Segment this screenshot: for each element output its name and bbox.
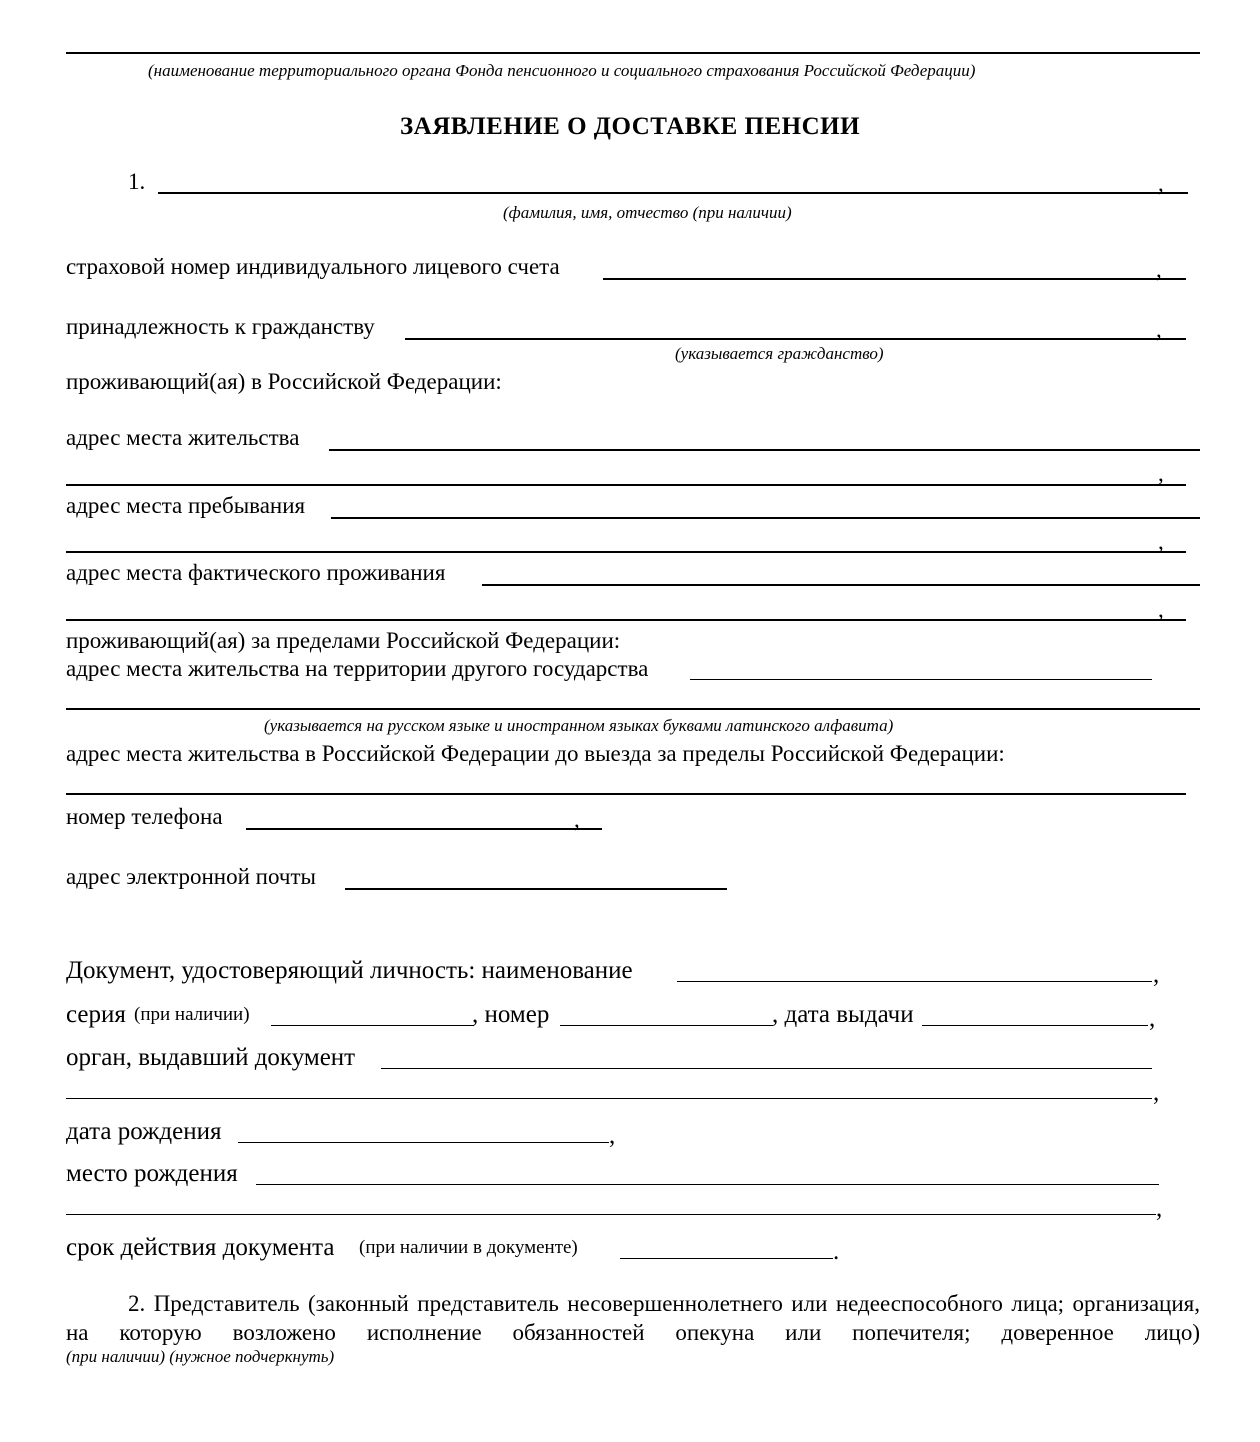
citizenship-comma: , bbox=[1156, 317, 1162, 342]
phone-label: номер телефона bbox=[66, 804, 223, 829]
issuer-label: орган, выдавший документ bbox=[66, 1044, 356, 1071]
section2-note: (при наличии) (нужное подчеркнуть) bbox=[66, 1347, 335, 1366]
issuer-comma: , bbox=[1153, 1079, 1160, 1106]
birth-date-label: дата рождения bbox=[66, 1118, 222, 1145]
id-doc-comma: , bbox=[1153, 961, 1160, 988]
id-doc-line[interactable] bbox=[677, 981, 1152, 982]
birth-date-comma: , bbox=[609, 1122, 616, 1149]
foreign-address-line-1[interactable] bbox=[690, 679, 1152, 680]
birth-date-line[interactable] bbox=[238, 1142, 609, 1143]
stay-comma: , bbox=[1158, 529, 1164, 554]
citizenship-caption: (указывается гражданство) bbox=[675, 344, 884, 363]
issue-date-comma: , bbox=[1149, 1005, 1156, 1032]
snils-comma: , bbox=[1156, 257, 1162, 282]
rf-before-leaving-line[interactable] bbox=[66, 793, 1186, 795]
stay-label: адрес места пребывания bbox=[66, 493, 306, 518]
birth-place-line-2[interactable] bbox=[66, 1214, 1156, 1215]
rf-before-leaving-label: адрес места жительства в Российской Федерации до выезда за пределы Российской Федерации: bbox=[66, 741, 1005, 766]
residence-comma: , bbox=[1158, 461, 1164, 486]
citizenship-label: принадлежность к гражданству bbox=[66, 314, 375, 339]
issuer-line-1[interactable] bbox=[381, 1068, 1152, 1069]
snils-label: страховой номер индивидуального лицевого счета bbox=[66, 254, 560, 279]
residence-label: адрес места жительства bbox=[66, 425, 300, 450]
id-doc-label: Документ, удостоверяющий личность: наименование bbox=[66, 957, 633, 984]
email-label: адрес электронной почты bbox=[66, 864, 316, 889]
validity-period: . bbox=[833, 1238, 840, 1265]
foreign-address-line-2[interactable] bbox=[66, 708, 1200, 710]
issue-date-label: , дата выдачи bbox=[772, 1001, 914, 1028]
phone-comma: , bbox=[574, 807, 580, 832]
phone-line[interactable] bbox=[246, 828, 602, 830]
page-title: ЗАЯВЛЕНИЕ О ДОСТАВКЕ ПЕНСИИ bbox=[399, 113, 861, 140]
residence-line-1[interactable] bbox=[329, 449, 1200, 451]
section1-number: 1. bbox=[128, 169, 146, 194]
birth-place-label: место рождения bbox=[66, 1160, 238, 1187]
residence-line-2[interactable] bbox=[66, 484, 1186, 486]
fio-comma: , bbox=[1158, 171, 1164, 196]
resident-rf-label: проживающий(ая) в Российской Федерации: bbox=[66, 369, 502, 394]
series-line[interactable] bbox=[271, 1025, 474, 1026]
number-label: , номер bbox=[472, 1001, 550, 1028]
snils-line[interactable] bbox=[603, 278, 1186, 280]
actual-comma: , bbox=[1158, 597, 1164, 622]
birth-place-comma: , bbox=[1156, 1195, 1163, 1222]
section2-text-content: 2. Представитель (законный представитель несовершеннолетнего или недееспособного лица; организация, на которую возложено исполнение обязанностей опекуна или попечителя; доверенное лицо) bbox=[66, 1291, 1200, 1345]
stay-line-2[interactable] bbox=[66, 551, 1186, 553]
birth-place-line-1[interactable] bbox=[256, 1184, 1159, 1185]
series-note: (при наличии) bbox=[134, 1004, 250, 1025]
validity-note: (при наличии в документе) bbox=[359, 1237, 578, 1258]
actual-line-2[interactable] bbox=[66, 619, 1186, 621]
number-line[interactable] bbox=[560, 1025, 773, 1026]
abroad-label: проживающий(ая) за пределами Российской Федерации: bbox=[66, 628, 621, 653]
foreign-address-label: адрес места жительства на территории другого государства bbox=[66, 656, 649, 681]
email-line[interactable] bbox=[345, 888, 727, 890]
fio-line[interactable] bbox=[158, 192, 1188, 194]
issuer-line-2[interactable] bbox=[66, 1098, 1152, 1099]
stay-line-1[interactable] bbox=[331, 517, 1200, 519]
issue-date-line[interactable] bbox=[922, 1025, 1148, 1026]
fio-caption: (фамилия, имя, отчество (при наличии) bbox=[503, 203, 792, 222]
organ-name-line[interactable] bbox=[66, 52, 1200, 54]
organ-name-caption: (наименование территориального органа Фонда пенсионного и социального страхования Российской Федерации) bbox=[148, 61, 976, 80]
actual-label: адрес места фактического проживания bbox=[66, 560, 446, 585]
validity-label: срок действия документа bbox=[66, 1234, 335, 1261]
foreign-caption: (указывается на русском языке и иностранном языках буквами латинского алфавита) bbox=[264, 716, 894, 735]
validity-line[interactable] bbox=[620, 1258, 833, 1259]
citizenship-line[interactable] bbox=[405, 338, 1186, 340]
actual-line-1[interactable] bbox=[482, 584, 1200, 586]
series-label: серия bbox=[66, 1001, 126, 1028]
